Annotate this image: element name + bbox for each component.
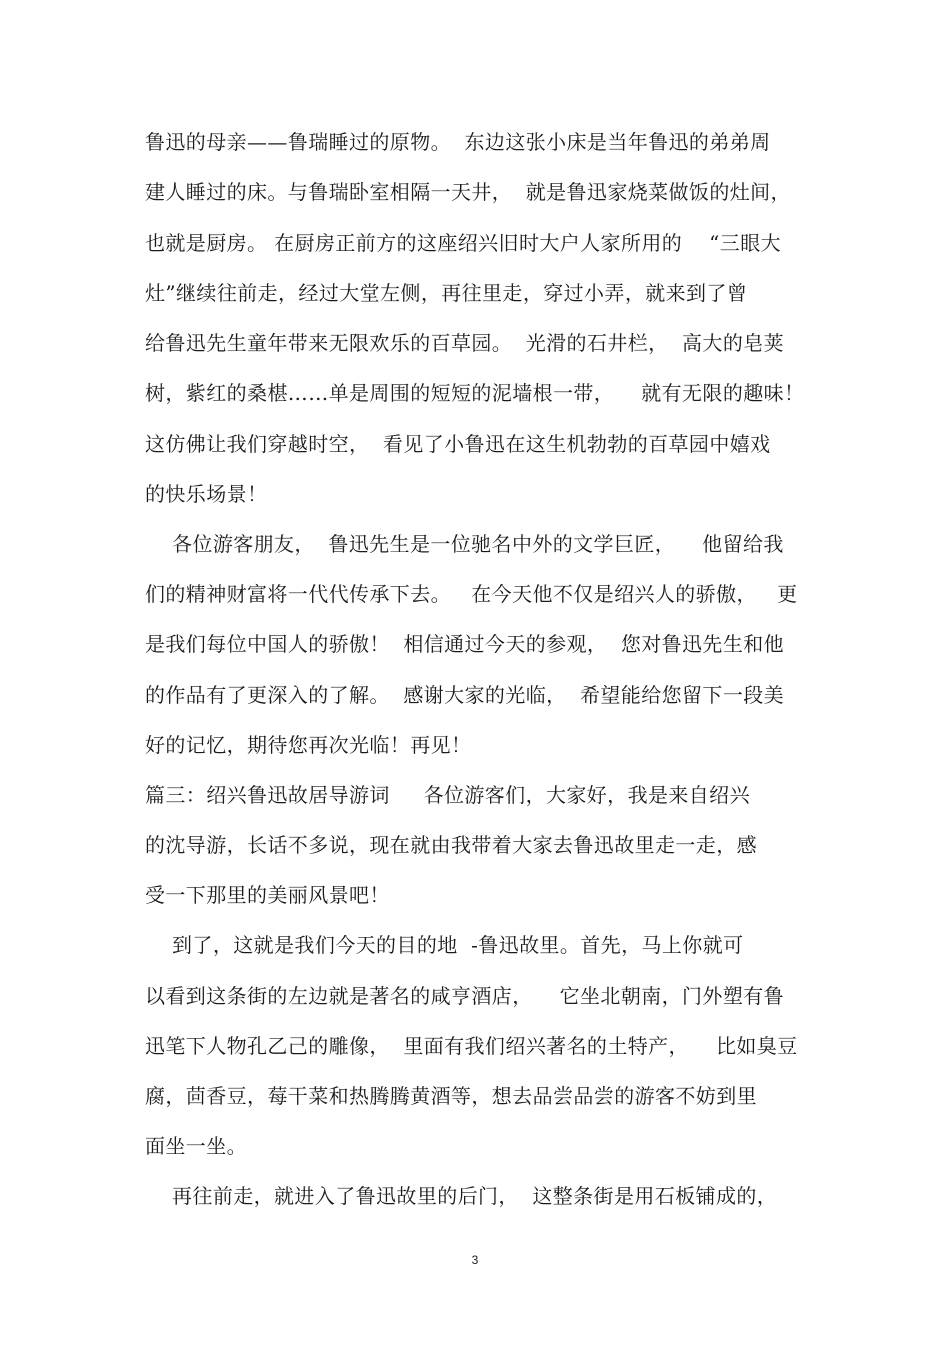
text-line: 树，紫红的桑椹……单是周围的短短的泥墙根一带， 就有无限的趣味！ — [145, 381, 805, 405]
page-number: 3 — [471, 1253, 479, 1267]
text-line: 建人睡过的床。与鲁瑞卧室相隔一天井， 就是鲁迅家烧菜做饭的灶间， — [145, 180, 791, 204]
text-line: 们的精神财富将一代代传承下去。 在今天他不仅是绍兴人的骄傲， 更 — [145, 582, 798, 606]
text-line: 腐，茴香豆，莓干菜和热腾腾黄酒等，想去品尝品尝的游客不妨到里 — [145, 1084, 757, 1108]
text-line: 到了，这就是我们今天的目的地 -鲁迅故里。首先，马上你就可 — [145, 933, 744, 957]
text-line: 是我们每位中国人的骄傲！ 相信通过今天的参观， 您对鲁迅先生和他 — [145, 632, 785, 656]
text-line: 这仿佛让我们穿越时空， 看见了小鲁迅在这生机勃勃的百草园中嬉戏 — [145, 432, 771, 456]
text-line: 的沈导游，长话不多说，现在就由我带着大家去鲁迅故里走一走，感 — [145, 833, 757, 857]
text-line: 再往前走，就进入了鲁迅故里的后门， 这整条街是用石板铺成的， — [145, 1184, 778, 1208]
text-line: 受一下那里的美丽风景吧！ — [145, 883, 390, 907]
text-line: 迅笔下人物孔乙己的雕像， 里面有我们绍兴著名的土特产， 比如臭豆 — [145, 1034, 798, 1058]
text-line: 好的记忆，期待您再次光临！再见！ — [145, 733, 472, 757]
text-line: 也就是厨房。 在厨房正前方的这座绍兴旧时大户人家所用的 “三眼大 — [145, 231, 782, 255]
text-line: 的快乐场景！ — [145, 482, 268, 506]
text-line: 以看到这条街的左边就是著名的咸亨酒店， 它坐北朝南，门外塑有鲁 — [145, 984, 785, 1008]
text-line: 各位游客朋友， 鲁迅先生是一位驰名中外的文学巨匠， 他留给我 — [145, 532, 784, 556]
text-line: 给鲁迅先生童年带来无限欢乐的百草园。 光滑的石井栏， 高大的皂荚 — [145, 331, 785, 355]
section-heading-line: 篇三：绍兴鲁迅故居导游词 各位游客们，大家好，我是来自绍兴 — [145, 783, 750, 807]
text-line: 的作品有了更深入的了解。 感谢大家的光临， 希望能给您留下一段美 — [145, 683, 785, 707]
text-line: 面坐一坐。 — [145, 1134, 247, 1158]
text-line: 鲁迅的母亲——鲁瑞睡过的原物。 东边这张小床是当年鲁迅的弟弟周 — [145, 130, 771, 154]
text-line: 灶”继续往前走，经过大堂左侧，再往里走，穿过小弄，就来到了曾 — [145, 281, 748, 305]
